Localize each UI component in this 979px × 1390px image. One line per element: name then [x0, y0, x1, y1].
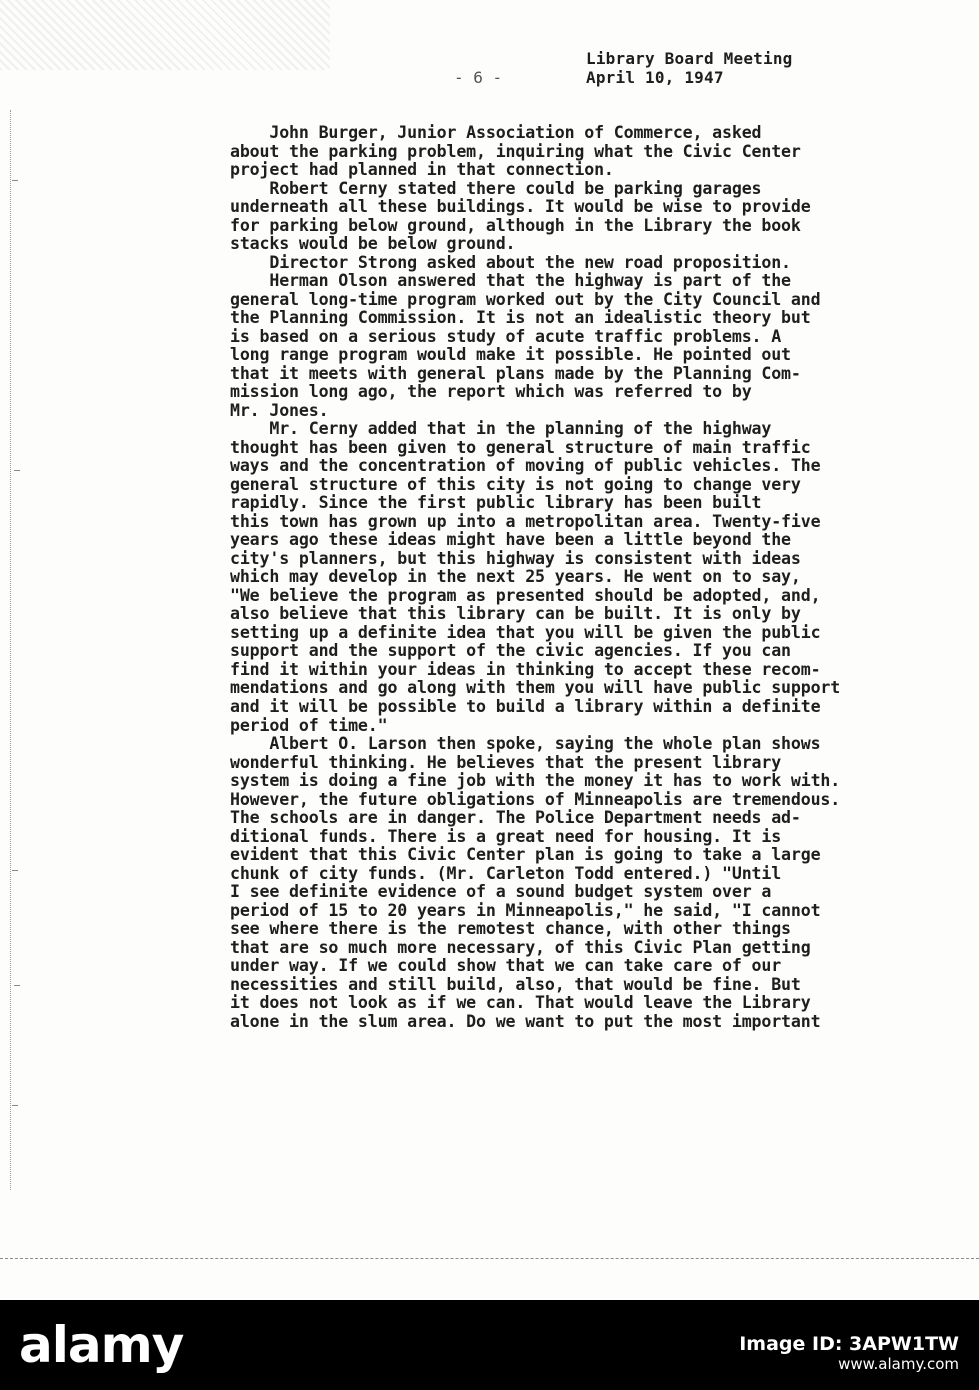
image-id: Image ID: 3APW1TW	[739, 1333, 959, 1355]
edge-mark	[12, 870, 18, 871]
body-line: the Planning Commission. It is not an idealistic theory but	[230, 308, 811, 328]
body-line: Mr. Cerny added that in the planning of the highway	[230, 419, 772, 439]
body-line: find it within your ideas in thinking to accept these recom-	[230, 659, 821, 679]
body-line: "We believe the program as presented should be adopted, and,	[230, 585, 821, 605]
edge-mark	[14, 985, 20, 986]
body-line: for parking below ground, although in the Library the book	[230, 215, 801, 235]
body-line: about the parking problem, inquiring what the Civic Center	[230, 141, 801, 161]
body-line: this town has grown up into a metropolitan area. Twenty-five	[230, 511, 821, 531]
header-date: April 10, 1947	[586, 68, 724, 87]
page-left-edge	[10, 110, 12, 1190]
body-line: underneath all these buildings. It would be wise to provide	[230, 197, 811, 217]
body-line: ditional funds. There is a great need for housing. It is	[230, 826, 782, 846]
footer-info	[739, 1333, 959, 1373]
body-line: see where there is the remotest chance, with other things	[230, 919, 791, 939]
body-line: under way. If we could show that we can take care of our	[230, 956, 782, 976]
body-line: general structure of this city is not going to change very	[230, 474, 801, 494]
body-line: thought has been given to general structure of main traffic	[230, 437, 811, 457]
body-line: long range program would make it possible. He pointed out	[230, 345, 791, 365]
edge-mark	[14, 470, 20, 471]
body-line: wonderful thinking. He believes that the present library	[230, 752, 782, 772]
edge-mark	[12, 180, 18, 181]
body-line: Albert O. Larson then spoke, saying the whole plan shows	[230, 734, 821, 754]
body-line: that it meets with general plans made by the Planning Com-	[230, 363, 801, 383]
footer-url: www.alamy.com	[838, 1355, 959, 1373]
body-line: Robert Cerny stated there could be parking garages	[230, 178, 762, 198]
edge-mark	[12, 1105, 18, 1106]
header-title: Library Board Meeting	[586, 49, 793, 68]
body-line: city's planners, but this highway is consistent with ideas	[230, 548, 801, 568]
body-line: also believe that this library can be built. It is only by	[230, 604, 801, 624]
body-line: The schools are in danger. The Police Department needs ad-	[230, 808, 801, 828]
body-line: alone in the slum area. Do we want to put the most important	[230, 1011, 821, 1031]
body-line: mission long ago, the report which was referred to by	[230, 382, 752, 402]
body-line: mendations and go along with them you will have public support	[230, 678, 841, 698]
body-line: support and the support of the civic agencies. If you can	[230, 641, 791, 661]
body-line: chunk of city funds. (Mr. Carleton Todd entered.) "Until	[230, 863, 782, 883]
body-line: John Burger, Junior Association of Commerce, asked	[230, 123, 762, 142]
bottom-rule	[0, 1258, 979, 1260]
body-line: period of 15 to 20 years in Minneapolis," he said, "I cannot	[230, 900, 821, 920]
body-line: which may develop in the next 25 years. He went on to say,	[230, 567, 801, 587]
alamy-logo: alamy	[19, 1316, 184, 1374]
page-number: - 6 -	[454, 68, 503, 87]
scan-smudge	[0, 0, 330, 70]
body-line: general long-time program worked out by the City Council and	[230, 289, 821, 309]
body-line: Director Strong asked about the new road proposition.	[230, 252, 791, 272]
body-line: However, the future obligations of Minneapolis are tremendous.	[230, 789, 841, 809]
body-line: is based on a serious study of acute traffic problems. A	[230, 326, 782, 346]
body-line: necessities and still build, also, that would be fine. But	[230, 974, 801, 994]
body-line: system is doing a fine job with the money it has to work with.	[230, 771, 841, 791]
body-line: evident that this Civic Center plan is going to take a large	[230, 845, 821, 865]
body-line: and it will be possible to build a library within a definite	[230, 696, 821, 716]
body-line: that are so much more necessary, of this Civic Plan getting	[230, 937, 811, 957]
body-line: rapidly. Since the first public library has been built	[230, 493, 762, 513]
body-line: setting up a definite idea that you will be given the public	[230, 622, 821, 642]
minutes-body	[230, 124, 965, 1031]
body-line: ways and the concentration of moving of public vehicles. The	[230, 456, 821, 476]
body-line: Herman Olson answered that the highway is part of the	[230, 271, 791, 291]
body-line: I see definite evidence of a sound budget system over a	[230, 882, 772, 902]
document-header	[586, 49, 793, 87]
watermark-footer	[0, 1300, 979, 1390]
body-line: period of time."	[230, 715, 388, 735]
body-line: it does not look as if we can. That would leave the Library	[230, 993, 811, 1013]
body-line: Mr. Jones.	[230, 400, 329, 420]
body-line: project had planned in that connection.	[230, 160, 614, 180]
body-line: years ago these ideas might have been a little beyond the	[230, 530, 791, 550]
body-line: stacks would be below ground.	[230, 234, 516, 254]
